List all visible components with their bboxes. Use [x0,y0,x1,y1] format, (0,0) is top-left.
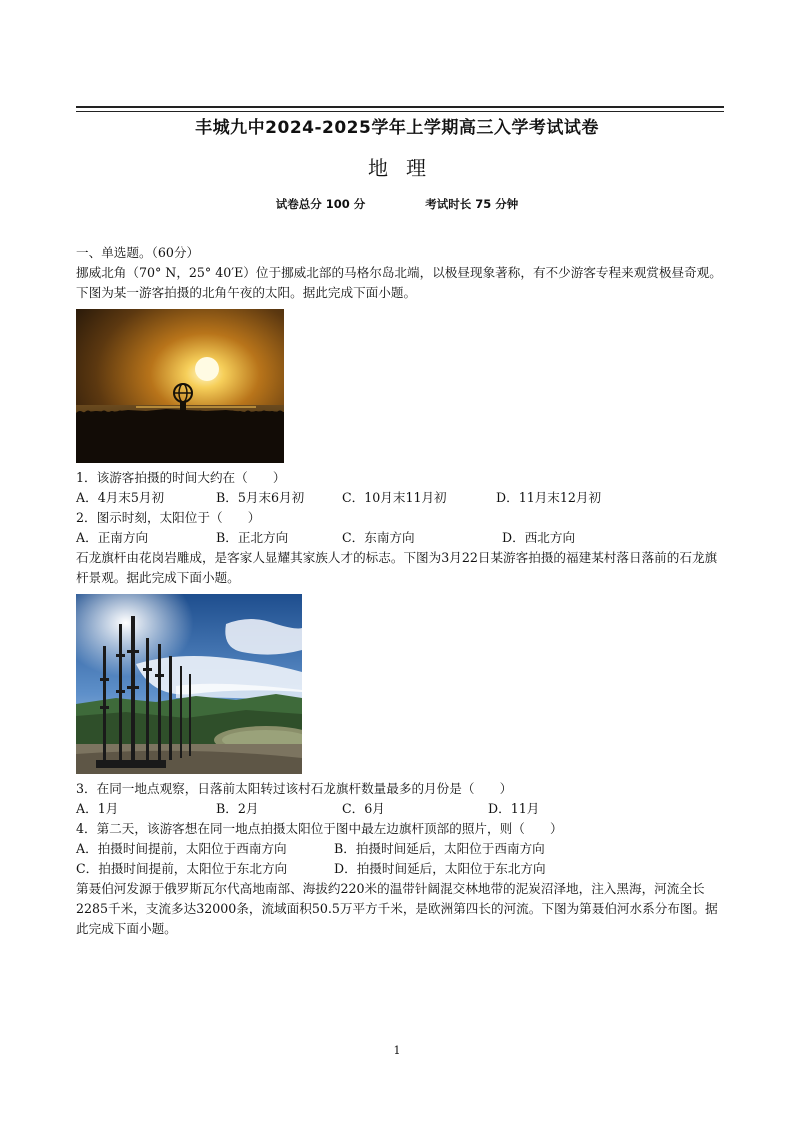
q4-option-c[interactable]: C．拍摄时间提前，太阳位于东北方向 [76,861,288,876]
intro-stone-flagpoles: 石龙旗杆由花岗岩雕成，是客家人显耀其家族人才的标志。下图为3月22日某游客拍摄的福建某村落日落前的石龙旗杆景观。据此完成下面小题。 [76,550,718,585]
midnight-sun-photo [76,309,284,463]
q4-option-a[interactable]: A．拍摄时间提前，太阳位于西南方向 [76,841,287,856]
intro-north-cape: 挪威北角（70° N，25° 40′E）位于挪威北部的马格尔岛北端，以极昼现象著称，有不少游客专程来观赏极昼奇观。下图为某一游客拍摄的北角午夜的太阳。据此完成下面小题。 [76,265,722,300]
q2-option-b[interactable]: B．正北方向 [216,530,289,545]
exam-content [76,243,726,939]
exam-title: 丰城九中2024-2025学年上学期高三入学考试试卷 [195,118,599,138]
q4-option-b[interactable]: B．拍摄时间延后，太阳位于西南方向 [334,841,545,856]
q1-option-b[interactable]: B．5月末6月初 [216,490,305,505]
question-2-stem: 2．图示时刻，太阳位于（ ） [76,510,261,525]
question-4-stem: 4．第二天，该游客想在同一地点拍摄太阳位于图中最左边旗杆顶部的照片，则（ ） [76,821,563,836]
q3-option-d[interactable]: D．11月 [488,801,540,816]
q3-option-c[interactable]: C．6月 [342,801,385,816]
q1-option-a[interactable]: A．4月末5月初 [76,490,165,505]
q3-option-a[interactable]: A．1月 [76,801,119,816]
total-score: 试卷总分 100 分 [275,197,366,211]
section-heading: 一、单选题。（60分） [76,245,200,260]
question-3-stem: 3．在同一地点观察，日落前太阳转过该村石龙旗杆数量最多的月份是（ ） [76,781,513,796]
question-1-options [76,488,726,508]
exam-meta [0,196,794,212]
q2-option-c[interactable]: C．东南方向 [342,530,415,545]
question-4-options-row2 [76,859,726,879]
question-3-options [76,799,726,819]
q4-option-d[interactable]: D．拍摄时间延后，太阳位于东北方向 [334,861,546,876]
q1-option-c[interactable]: C．10月末11月初 [342,490,447,505]
question-2-options [76,528,726,548]
question-1-stem: 1．该游客拍摄的时间大约在（ ） [76,470,286,485]
intro-dnieper-river: 第聂伯河发源于俄罗斯瓦尔代高地南部、海拔约220米的温带针阔混交林地带的泥炭沼泽地，注入黑海，河流全长2285千米，支流多达32000条，流域面积50.5万平方千米，是欧洲第四长的河流。下图为第聂伯河水系分布图。据此完成下面小题。 [76,881,718,936]
subject-title: 地理 [368,156,444,180]
q1-option-d[interactable]: D．11月末12月初 [496,490,602,505]
q3-option-b[interactable]: B．2月 [216,801,259,816]
q2-option-a[interactable]: A．正南方向 [76,530,149,545]
header-rule-bottom [76,111,724,112]
header-rule-top [76,106,724,108]
page-number: 1 [393,1044,401,1057]
question-4-options-row1 [76,839,726,859]
exam-duration: 考试时长 75 分钟 [425,197,519,211]
stone-flagpole-photo [76,594,302,774]
q2-option-d[interactable]: D．西北方向 [502,530,576,545]
